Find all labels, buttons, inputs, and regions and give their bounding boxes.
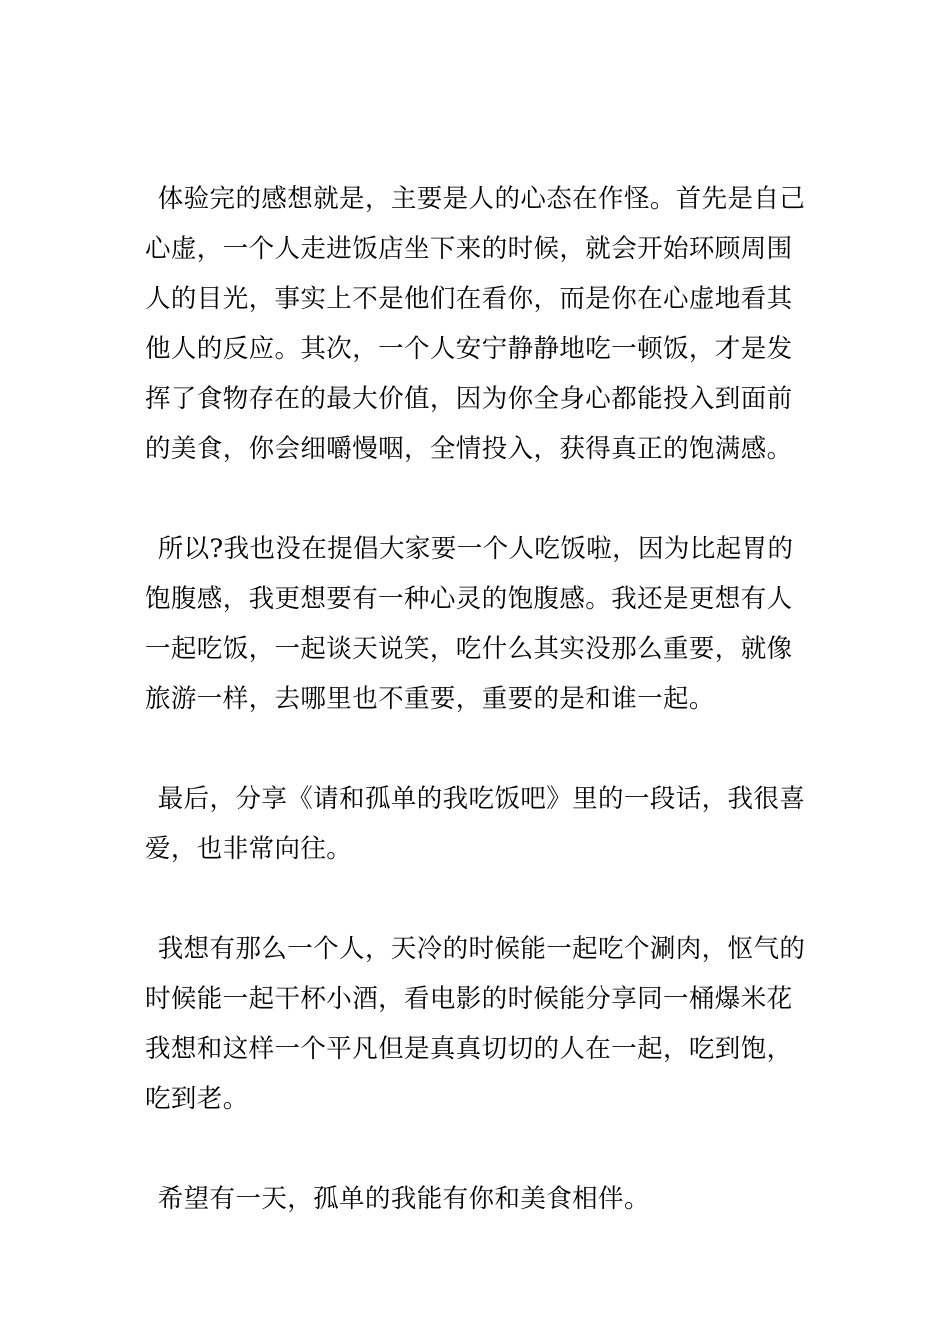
paragraph-4: 我想有那么一个人，天冷的时候能一起吃个涮肉，怄气的时候能一起干杯小酒，看电影的时候能分享同一桶爆米花我想和这样一个平凡但是真真切切的人在一起，吃到饱，吃到老。 [145, 934, 806, 1114]
paragraph-5: 希望有一天，孤单的我能有你和美食相伴。 [157, 1184, 650, 1214]
document-body [145, 174, 810, 1224]
paragraph-2: 所以?我也没在提倡大家要一个人吃饭啦，因为比起胃的饱腹感，我更想要有一种心灵的饱腹感。我还是更想有人一起吃饭，一起谈天说笑，吃什么其实没那么重要，就像旅游一样，去哪里也不重要，重要的是和谁一起。 [145, 534, 794, 714]
paragraph-1: 体验完的感想就是，主要是人的心态在作怪。首先是自己心虚，一个人走进饭店坐下来的时候，就会开始环顾周围人的目光，事实上不是他们在看你，而是你在心虚地看其他人的反应。其次，一个人安宁静静地吃一顿饭，才是发挥了食物存在的最大价值，因为你全身心都能投入到面前的美食，你会细嚼慢咽，全情投入，获得真正的饱满感。 [145, 184, 806, 464]
paragraph-3: 最后，分享《请和孤单的我吃饭吧》里的一段话，我很喜爱，也非常向往。 [145, 784, 806, 864]
